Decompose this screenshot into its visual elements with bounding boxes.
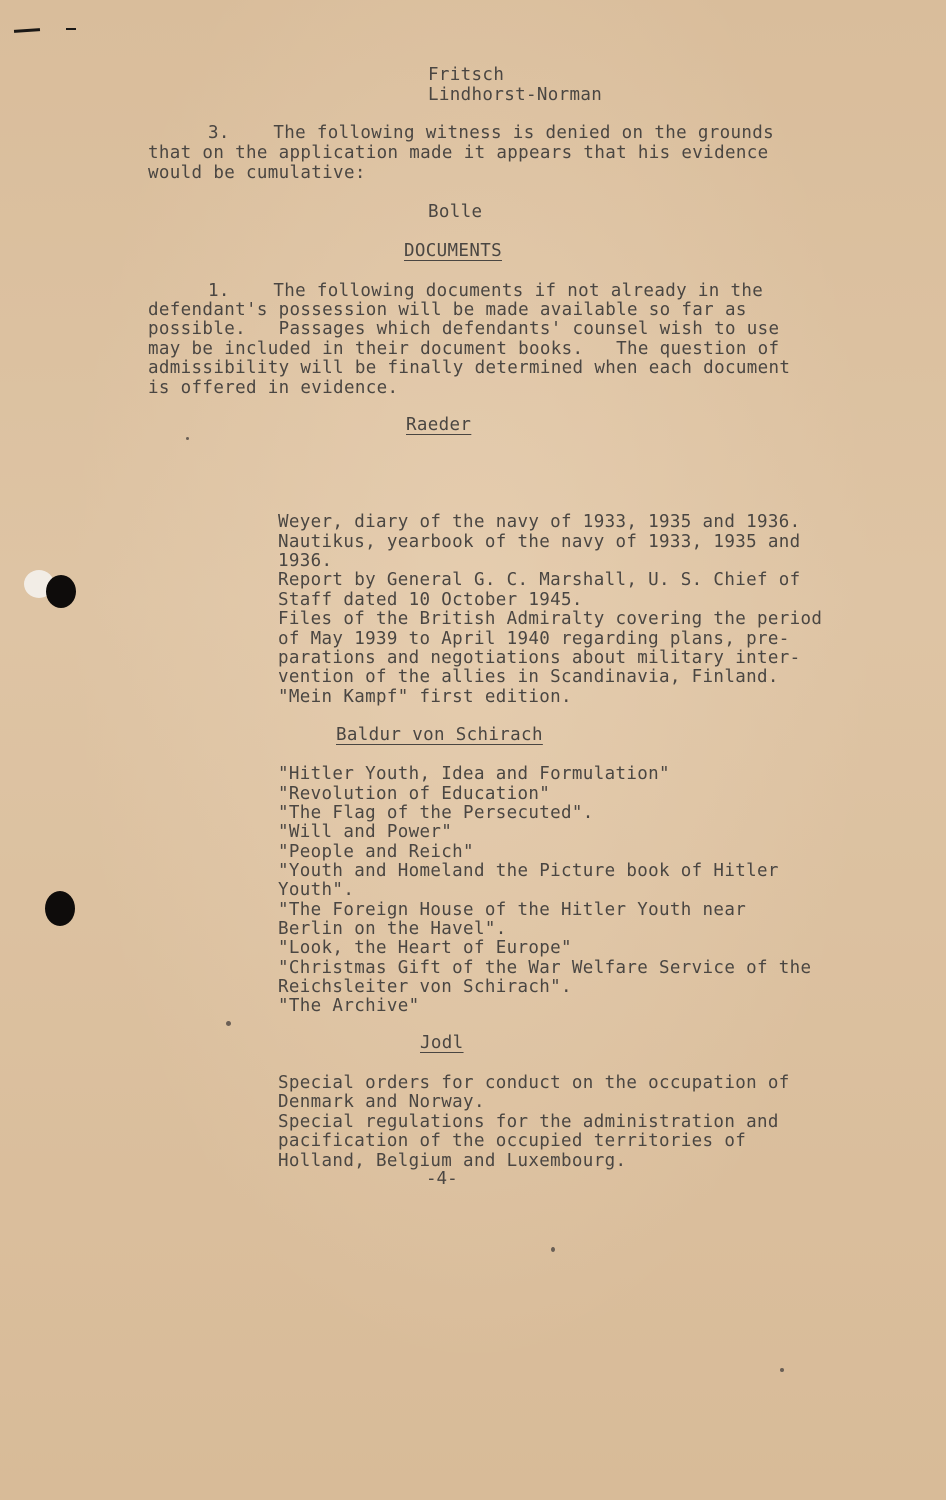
jodl-heading: Jodl <box>420 1033 464 1053</box>
schirach-item-line: Youth". <box>278 880 355 900</box>
punch-hole-top <box>46 575 76 608</box>
documents-para-line: may be included in their document books. The question of <box>148 339 780 359</box>
corner-ink-mark-small <box>66 28 76 30</box>
speck <box>780 1368 784 1372</box>
schirach-item-line: "The Archive" <box>278 996 420 1016</box>
witness-para-line: that on the application made it appears that his evidence <box>148 143 769 163</box>
witness-para-line: 3. The following witness is denied on the grounds <box>208 123 775 143</box>
schirach-item-line: "Hitler Youth, Idea and Formulation" <box>278 764 670 784</box>
schirach-heading: Baldur von Schirach <box>336 725 543 745</box>
schirach-item-line: "Christmas Gift of the War Welfare Service of the <box>278 958 812 978</box>
documents-para-line: 1. The following documents if not already in the <box>208 281 764 301</box>
jodl-item-line: pacification of the occupied territories of <box>278 1131 747 1151</box>
speck <box>226 1021 231 1026</box>
punch-hole-bottom <box>45 891 75 926</box>
speck <box>186 437 189 440</box>
jodl-item-line: Special regulations for the administration and <box>278 1112 779 1132</box>
raeder-item-line: Nautikus, yearbook of the navy of 1933, 1935 and <box>278 532 801 552</box>
page-number: -4- <box>426 1169 458 1189</box>
header-line-2: Lindhorst-Norman <box>428 85 603 105</box>
documents-para-line: is offered in evidence. <box>148 378 399 398</box>
witness-name: Bolle <box>428 202 483 222</box>
raeder-item-line: Weyer, diary of the navy of 1933, 1935 and 1936. <box>278 512 801 532</box>
schirach-item-line: "The Flag of the Persecuted". <box>278 803 594 823</box>
raeder-item-line: parations and negotiations about military inter- <box>278 648 801 668</box>
jodl-item-line: Holland, Belgium and Luxembourg. <box>278 1151 627 1171</box>
witness-para-line: would be cumulative: <box>148 163 366 183</box>
raeder-item-line: Report by General G. C. Marshall, U. S. Chief of <box>278 570 801 590</box>
schirach-item-line: "Will and Power" <box>278 822 453 842</box>
schirach-item-line: "Revolution of Education" <box>278 784 551 804</box>
schirach-item-line: "Look, the Heart of Europe" <box>278 938 572 958</box>
raeder-item-line: "Mein Kampf" first edition. <box>278 687 572 707</box>
schirach-item-line: "Youth and Homeland the Picture book of Hitler <box>278 861 779 881</box>
raeder-heading: Raeder <box>406 415 472 435</box>
documents-para-line: admissibility will be finally determined when each document <box>148 358 791 378</box>
documents-para-line: possible. Passages which defendants' counsel wish to use <box>148 319 780 339</box>
raeder-item-line: vention of the allies in Scandinavia, Finland. <box>278 667 779 687</box>
documents-para-line: defendant's possession will be made available so far as <box>148 300 747 320</box>
raeder-item-line: of May 1939 to April 1940 regarding plans, pre- <box>278 629 790 649</box>
documents-heading: DOCUMENTS <box>404 241 502 261</box>
schirach-item-line: "People and Reich" <box>278 842 474 862</box>
raeder-item-line: 1936. <box>278 551 333 571</box>
schirach-item-line: Berlin on the Havel". <box>278 919 507 939</box>
corner-ink-mark <box>14 28 40 33</box>
raeder-item-line: Files of the British Admiralty covering the period <box>278 609 823 629</box>
jodl-item-line: Denmark and Norway. <box>278 1092 485 1112</box>
schirach-item-line: Reichsleiter von Schirach". <box>278 977 572 997</box>
header-line-1: Fritsch <box>428 65 505 85</box>
speck <box>551 1247 555 1252</box>
raeder-item-line: Staff dated 10 October 1945. <box>278 590 583 610</box>
schirach-item-line: "The Foreign House of the Hitler Youth near <box>278 900 747 920</box>
jodl-item-line: Special orders for conduct on the occupation of <box>278 1073 790 1093</box>
